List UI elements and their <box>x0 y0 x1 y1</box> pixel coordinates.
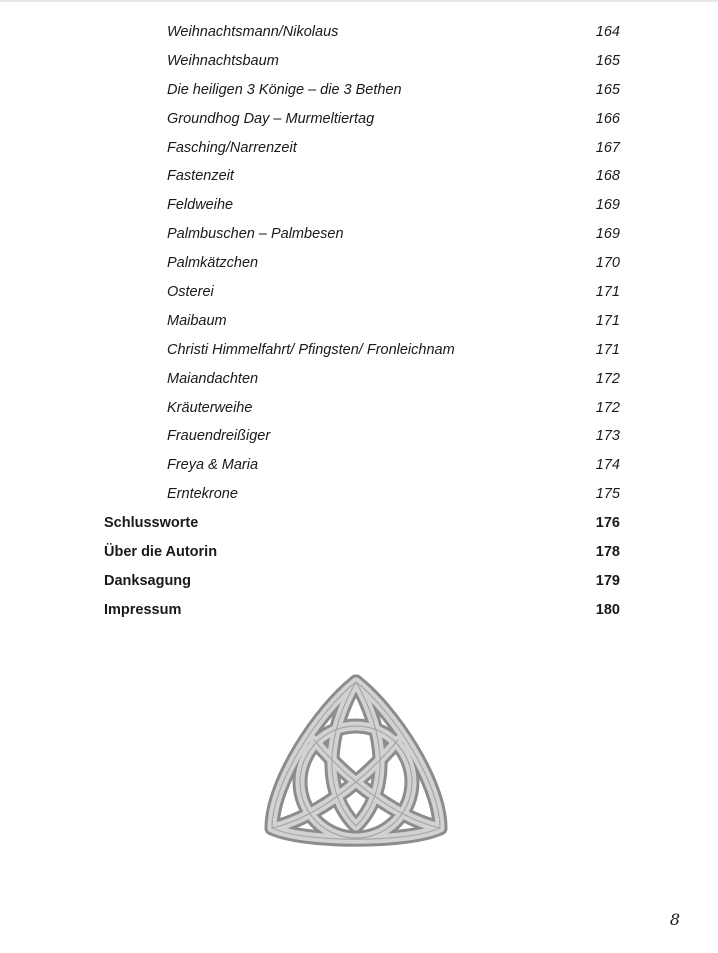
toc-entry-title: Palmkätzchen <box>167 255 259 272</box>
toc-entry-title: Osterei <box>167 284 214 301</box>
page-number: 8 <box>669 910 680 929</box>
toc-row[interactable] <box>0 480 718 509</box>
toc-chapter-title: Impressum <box>104 601 182 618</box>
toc-entry-page: 165 <box>595 52 620 69</box>
toc-chapter-row[interactable] <box>0 509 718 538</box>
toc-chapter-title: Schlussworte <box>104 515 199 532</box>
toc-row[interactable] <box>0 18 718 47</box>
toc-chapter-page: 176 <box>595 515 620 532</box>
toc-entry-title: Fastenzeit <box>167 168 234 185</box>
toc-entry-title: Die heiligen 3 Könige – die 3 Bethen <box>167 81 402 98</box>
toc-entry-page: 171 <box>595 284 620 301</box>
toc-row[interactable] <box>0 191 718 220</box>
toc-chapter-page: 179 <box>595 572 620 589</box>
toc-entry-page: 171 <box>595 312 620 329</box>
toc-entry-page: 170 <box>595 255 620 272</box>
toc-row[interactable] <box>0 249 718 278</box>
top-rule <box>0 0 718 2</box>
toc-entry-page: 169 <box>595 226 620 243</box>
toc-row[interactable] <box>0 307 718 336</box>
toc-entry-title: Weihnachtsmann/Nikolaus <box>167 24 339 40</box>
toc-row[interactable] <box>0 134 718 163</box>
toc-entry-title: Feldweihe <box>167 197 234 214</box>
toc-row[interactable] <box>0 76 718 105</box>
toc-chapter-title: Danksagung <box>104 572 192 589</box>
toc-entry-page: 173 <box>595 428 620 445</box>
toc-entry-title: Fasching/Narrenzeit <box>167 139 297 156</box>
toc-entry-page: 174 <box>595 457 620 474</box>
toc-entry-page: 172 <box>595 370 620 387</box>
toc-entry-title: Frauendreißiger <box>167 428 271 445</box>
toc-entry-page: 175 <box>595 486 620 503</box>
triquetra-icon <box>258 670 454 856</box>
toc-row[interactable] <box>0 422 718 451</box>
toc-entry-title: Weihnachtsbaum <box>167 52 279 69</box>
toc-entry-title: Christi Himmelfahrt/ Pfingsten/ Fronleichnam <box>167 341 455 358</box>
toc-entry-title: Palmbuschen – Palmbesen <box>167 226 344 243</box>
toc-row[interactable] <box>0 47 718 76</box>
toc-row[interactable] <box>0 365 718 394</box>
toc-row[interactable] <box>0 105 718 134</box>
toc-entry-page: 172 <box>595 399 620 416</box>
toc-chapter-row[interactable] <box>0 567 718 596</box>
toc-entry-title: Maiandachten <box>167 370 259 387</box>
toc-entry-title: Kräuterweihe <box>167 399 253 416</box>
toc-entry-page: 164 <box>595 24 620 40</box>
toc-entry-page: 169 <box>595 197 620 214</box>
toc-entry-title: Freya & Maria <box>167 457 259 474</box>
toc-entry-page: 165 <box>595 81 620 98</box>
toc-chapter-page: 180 <box>595 601 620 618</box>
toc-row[interactable] <box>0 336 718 365</box>
toc-chapter-title: Über die Autorin <box>104 544 218 561</box>
toc-chapter-row[interactable] <box>0 596 718 625</box>
toc-chapter-row[interactable] <box>0 538 718 567</box>
table-of-contents <box>0 18 718 625</box>
toc-entry-title: Maibaum <box>167 312 227 329</box>
toc-entry-page: 167 <box>595 139 620 156</box>
toc-entry-page: 171 <box>595 341 620 358</box>
toc-entry-page: 168 <box>595 168 620 185</box>
toc-row[interactable] <box>0 451 718 480</box>
toc-entry-title: Erntekrone <box>167 486 238 503</box>
toc-row[interactable] <box>0 162 718 191</box>
toc-row[interactable] <box>0 394 718 423</box>
toc-row[interactable] <box>0 278 718 307</box>
toc-entry-page: 166 <box>595 110 620 127</box>
toc-chapter-page: 178 <box>595 544 620 561</box>
toc-entry-title: Groundhog Day – Murmeltiertag <box>167 110 375 127</box>
toc-row[interactable] <box>0 220 718 249</box>
